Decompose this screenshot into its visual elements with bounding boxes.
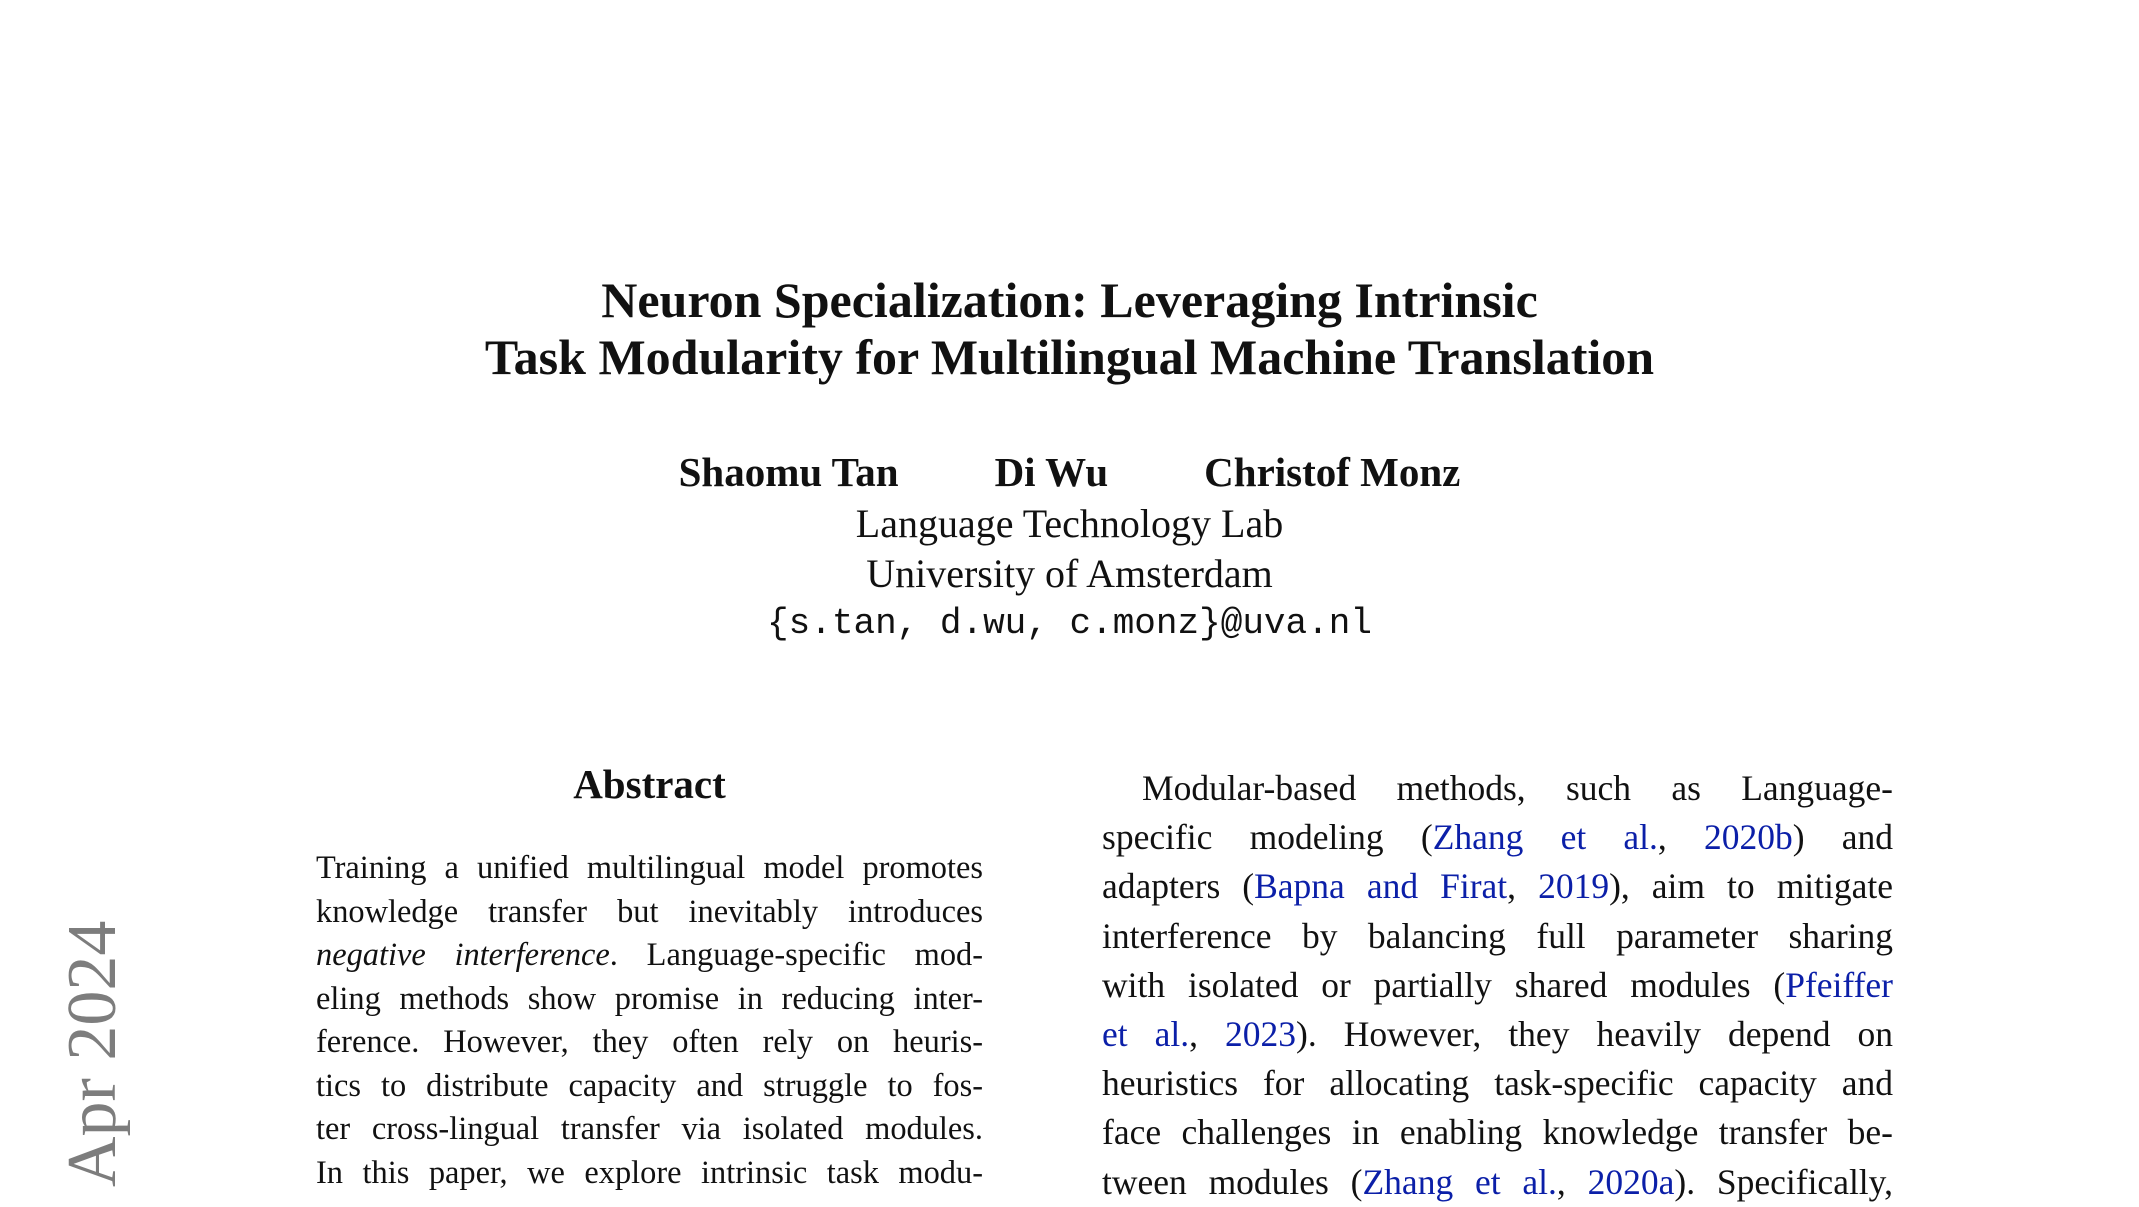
author-1: Shaomu Tan: [678, 449, 899, 495]
citation-link[interactable]: 2020b: [1703, 817, 1793, 858]
author-2: Di Wu: [994, 449, 1109, 495]
author-3: Christof Monz: [1204, 449, 1461, 495]
citation-link[interactable]: et al.: [1102, 1014, 1190, 1055]
abstract-emphasis: negative interference: [316, 937, 610, 973]
citation-link[interactable]: 2019: [1538, 866, 1610, 907]
title-line-1: Neuron Specialization: Leveraging Intrinsic: [601, 272, 1538, 328]
citation-link[interactable]: Pfeiffer: [1785, 964, 1893, 1005]
citation-link[interactable]: Bapna and Firat: [1254, 866, 1508, 907]
intro-line: face challenges in enabling knowledge transfer be-: [1102, 1112, 1893, 1153]
abstract-line: negative interference. Language-specific mod-: [316, 937, 983, 973]
citation-link[interactable]: 2023: [1225, 1014, 1297, 1055]
arxiv-date-stamp: Apr 2024: [54, 920, 131, 1187]
intro-line: Modular-based methods, such as Language-: [1142, 768, 1893, 808]
citation-link[interactable]: Zhang et al.: [1362, 1161, 1557, 1202]
abstract-heading: Abstract: [573, 761, 726, 807]
abstract-line: In this paper, we explore intrinsic task modu-: [316, 1154, 983, 1191]
intro-line: adapters (Bapna and Firat, 2019), aim to mitigate: [1102, 866, 1894, 907]
affiliation-university: University of Amsterdam: [866, 551, 1273, 596]
author-emails: {s.tan, d.wu, c.monz}@uva.nl: [767, 603, 1372, 644]
abstract-line: eling methods show promise in reducing inter-: [316, 980, 983, 1017]
author-list: [0, 447, 2139, 497]
abstract-body: [316, 847, 983, 1195]
intro-line: et al., 2023). However, they heavily depend on: [1102, 1014, 1893, 1055]
abstract-line: ference. However, they often rely on heuris-: [316, 1024, 983, 1060]
introduction-body: [1102, 764, 1893, 1207]
title-line-2: Task Modularity for Multilingual Machine Translation: [484, 329, 1655, 385]
intro-line: specific modeling (Zhang et al., 2020b) and: [1102, 817, 1893, 858]
intro-line: tween modules (Zhang et al., 2020a). Specifically,: [1102, 1161, 1893, 1202]
abstract-line: tics to distribute capacity and struggle to fos-: [316, 1067, 983, 1104]
affiliation-lab: Language Technology Lab: [855, 501, 1284, 546]
affiliation-block: [0, 499, 2139, 649]
intro-line: heuristics for allocating task-specific capacity and: [1102, 1063, 1893, 1104]
paper-title: [0, 272, 2139, 386]
citation-link[interactable]: Zhang et al.: [1432, 817, 1658, 858]
abstract-line: Training a unified multilingual model promotes: [316, 850, 983, 886]
intro-line: interference by balancing full parameter sharing: [1102, 915, 1893, 956]
intro-line: with isolated or partially shared modules (Pfeiffer: [1102, 964, 1893, 1005]
citation-link[interactable]: 2020a: [1587, 1161, 1675, 1202]
abstract-line: ter cross-lingual transfer via isolated modules.: [316, 1111, 983, 1147]
abstract-line: knowledge transfer but inevitably introduces: [316, 893, 983, 930]
